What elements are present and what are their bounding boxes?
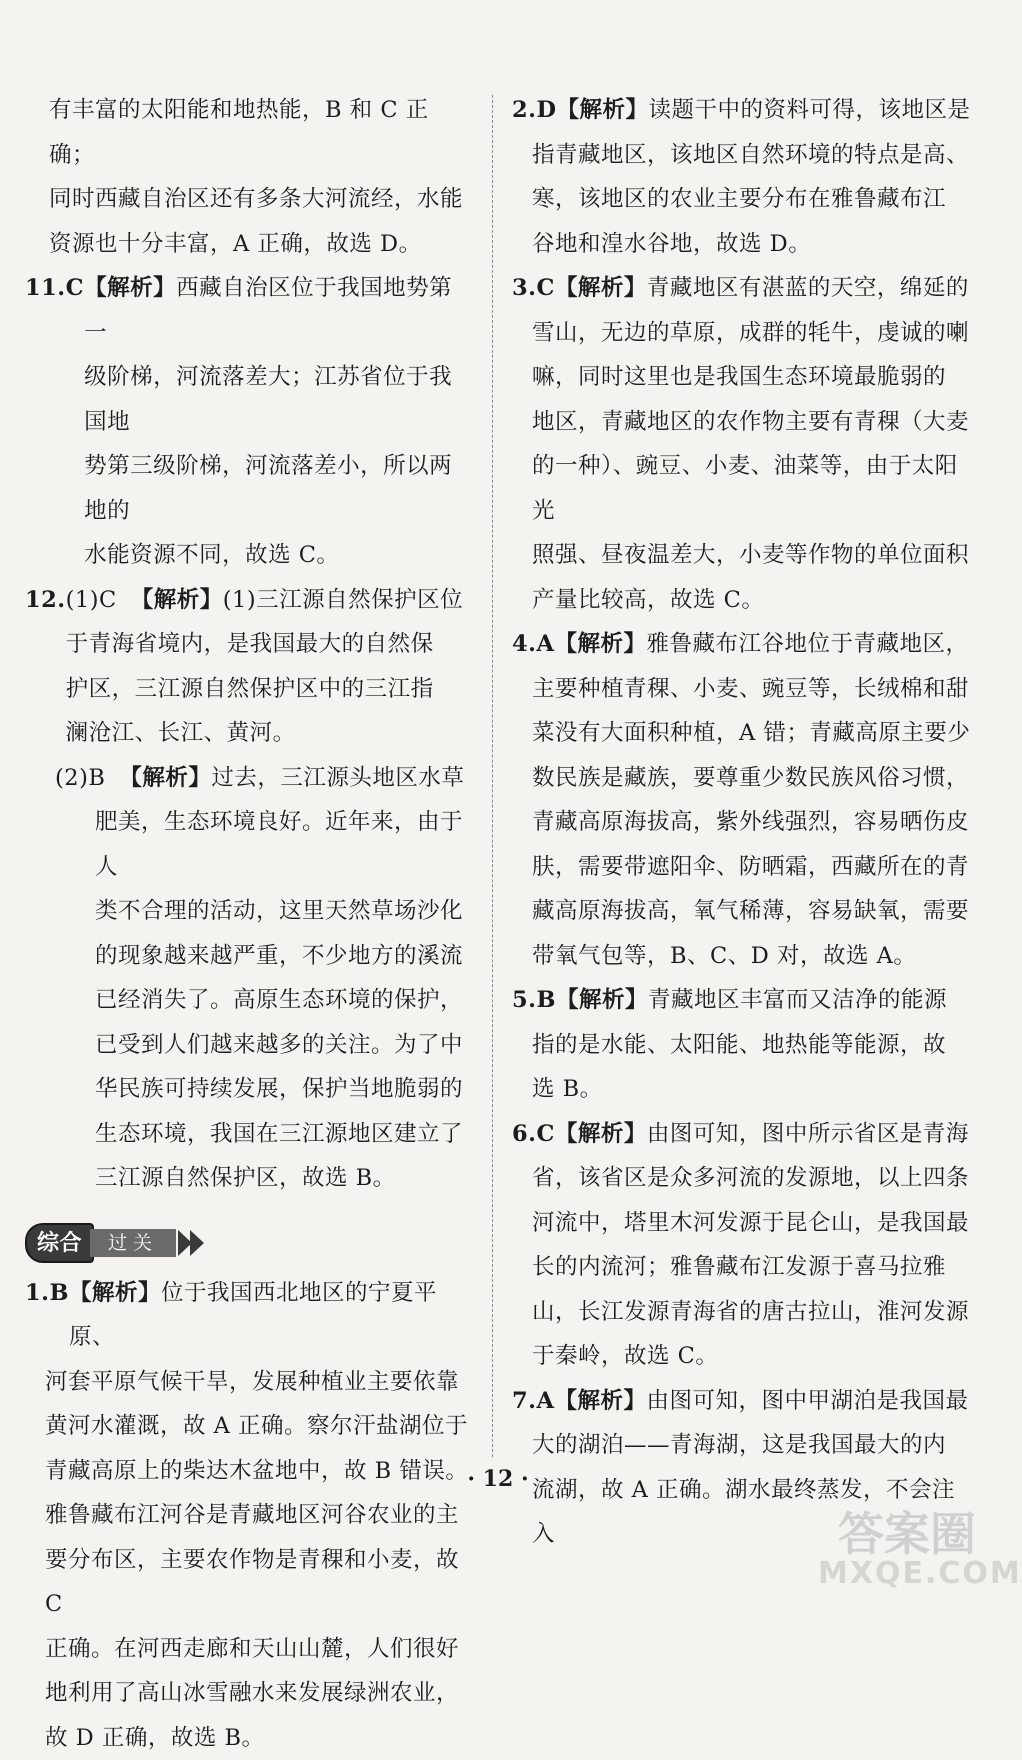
answer-3-cont (512, 311, 977, 623)
answer-body (66, 578, 473, 756)
answer-number: 3.C (512, 266, 555, 311)
answer-1 (25, 1271, 473, 1360)
answer-12-part-2 (25, 756, 473, 801)
sub-answer-number: (2)B (55, 756, 105, 801)
text-line: 黄河水灌溉，故 A 正确。察尔汗盐湖位于 (45, 1404, 473, 1449)
analysis-tag: 【解析】 (554, 1388, 646, 1414)
text-line: 资源也十分丰富，A 正确，故选 D。 (25, 222, 473, 267)
text-line: 菜没有大面积种植，A 错；青藏高原主要少 (532, 711, 977, 756)
answer-number: 5.B (512, 978, 556, 1023)
answer-number: 1.B (25, 1271, 69, 1316)
answer-number: 6.C (512, 1112, 555, 1157)
section-title: 综合 (25, 1223, 94, 1263)
text-line: 雅鲁藏布江谷地位于青藏地区， (646, 631, 968, 657)
text-line: 类不合理的活动，这里天然草场沙化 (95, 889, 473, 934)
text-line: 雅鲁藏布江河谷是青藏地区河谷农业的主 (45, 1493, 473, 1538)
text-line: 同时西藏自治区还有多条大河流经，水能 (25, 177, 473, 222)
text-line: 雪山，无边的草原，成群的牦牛，虔诚的喇 (532, 311, 977, 356)
section-subtitle: 过关 (90, 1229, 176, 1257)
text-line: 的现象越来越严重，不少地方的溪流 (95, 934, 473, 979)
text-line: 寒，该地区的农业主要分布在雅鲁藏布江 (532, 177, 977, 222)
sub-answer-1 (66, 578, 473, 623)
analysis-tag: 【解析】 (131, 587, 223, 613)
analysis-tag: 【解析】 (555, 1121, 647, 1147)
text-line: 要分布区，主要农作物是青稞和小麦，故 C (45, 1538, 473, 1627)
analysis-tag: 【解析】 (69, 1280, 161, 1306)
watermark-logo: 答案圈 (838, 1498, 976, 1564)
answer-6 (512, 1112, 977, 1157)
text-line: 青藏高原海拔高，紫外线强烈，容易晒伤皮 (532, 800, 977, 845)
answer-body (69, 1271, 473, 1360)
analysis-tag: 【解析】 (119, 765, 211, 791)
right-column (512, 88, 977, 1557)
page-number: · 12 · (0, 1466, 996, 1492)
answer-number: 4.A (512, 622, 554, 667)
answer-6-cont (512, 1156, 977, 1379)
text-line: 产量比较高，故选 C。 (532, 578, 977, 623)
text-line: 青藏地区有湛蓝的天空，绵延的 (647, 275, 969, 301)
answer-2-cont (512, 133, 977, 267)
text-line: 指青藏地区，该地区自然环境的特点是高、 (532, 133, 977, 178)
analysis-tag: 【解析】 (556, 987, 648, 1013)
text-line: 生态环境，我国在三江源地区建立了 (95, 1112, 473, 1157)
text-line: 级阶梯，河流落差大；江苏省位于我国地 (84, 355, 473, 444)
answer-3 (512, 266, 977, 311)
answer-number: 7.A (512, 1379, 554, 1424)
answer-2 (512, 88, 977, 133)
arrow-icon (190, 1230, 204, 1256)
analysis-tag: 【解析】 (557, 97, 649, 123)
text-line: 长的内流河；雅鲁藏布江发源于喜马拉雅 (532, 1245, 977, 1290)
answer-7 (512, 1379, 977, 1424)
text-line: 水能资源不同，故选 C。 (84, 533, 473, 578)
text-line: 指的是水能、太阳能、地热能等能源，故 (532, 1023, 977, 1068)
answer-5 (512, 978, 977, 1023)
text-line: 已经消失了。高原生态环境的保护， (95, 978, 473, 1023)
text-line: 数民族是藏族，要尊重少数民族风俗习惯， (532, 756, 977, 801)
answer-11 (25, 266, 473, 578)
column-divider (492, 95, 493, 1457)
text-line: 嘛，同时这里也是我国生态环境最脆弱的 (532, 355, 977, 400)
watermark-text: MXQE.COM (818, 1556, 988, 1591)
text-line: 谷地和湟水谷地，故选 D。 (532, 222, 977, 267)
text-line: 过去，三江源头地区水草 (211, 765, 464, 791)
text-line: 肤，需要带遮阳伞、防晒霜，西藏所在的青 (532, 845, 977, 890)
answer-4-cont (512, 667, 977, 979)
watermark (818, 1498, 988, 1596)
text-line: 带氧气包等，B、C、D 对，故选 A。 (532, 934, 977, 979)
text-line: 于青海省境内，是我国最大的自然保 (66, 622, 473, 667)
analysis-tag: 【解析】 (555, 275, 647, 301)
left-column (25, 88, 473, 1760)
text-line: 正确。在河西走廊和天山山麓，人们很好 (45, 1627, 473, 1672)
answer-body (119, 756, 473, 801)
answer-4 (512, 622, 977, 667)
text-line: 有丰富的太阳能和地热能，B 和 C 正确； (25, 88, 473, 177)
text-line: 流湖，故 A 正确。湖水最终蒸发，不会注入 (532, 1468, 977, 1557)
text-line: (1)三江源自然保护区位 (223, 587, 463, 613)
answer-number: 12. (25, 578, 66, 623)
answer-body (84, 266, 473, 578)
text-line: 于秦岭，故选 C。 (532, 1334, 977, 1379)
answer-number: 2.D (512, 88, 557, 133)
continued-answer (25, 88, 473, 266)
text-line: 地区，青藏地区的农作物主要有青稞（大麦 (532, 400, 977, 445)
analysis-tag: 【解析】 (84, 275, 176, 301)
text-line: 势第三级阶梯，河流落差小，所以两地的 (84, 444, 473, 533)
text-line: 主要种植青稞、小麦、豌豆等，长绒棉和甜 (532, 667, 977, 712)
text-line: 藏高原海拔高，氧气稀薄，容易缺氧，需要 (532, 889, 977, 934)
text-line: 已受到人们越来越多的关注。为了中 (95, 1023, 473, 1068)
text-line: 河流中，塔里木河发源于昆仑山，是我国最 (532, 1201, 977, 1246)
text-line: 由图可知，图中甲湖泊是我国最 (646, 1388, 968, 1414)
text-line: 澜沧江、长江、黄河。 (66, 711, 473, 756)
text-line: 选 B。 (532, 1067, 977, 1112)
text-line: 由图可知，图中所示省区是青海 (647, 1121, 969, 1147)
text-line: 青藏地区丰富而又洁净的能源 (648, 987, 947, 1013)
text-line: 护区，三江源自然保护区中的三江指 (66, 667, 473, 712)
answer-12-part-2-cont (25, 800, 473, 1201)
text-line: 河套平原气候干旱，发展种植业主要依靠 (45, 1360, 473, 1405)
answer-1-cont (25, 1360, 473, 1760)
text-line: 大的湖泊——青海湖，这是我国最大的内 (532, 1423, 977, 1468)
answer-number: 11.C (25, 266, 84, 311)
answer-5-cont (512, 1023, 977, 1112)
text-line: 省，该省区是众多河流的发源地，以上四条 (532, 1156, 977, 1201)
analysis-tag: 【解析】 (554, 631, 646, 657)
sub-answer-number: (1)C (66, 578, 117, 623)
text-line: 青藏高原上的柴达木盆地中，故 B 错误。 (45, 1449, 473, 1494)
text-line: 西藏自治区位于我国地势第一 (84, 275, 452, 346)
text-line: 故 D 正确，故选 B。 (45, 1716, 473, 1760)
text-line: 华民族可持续发展，保护当地脆弱的 (95, 1067, 473, 1112)
section-header (25, 1223, 473, 1263)
answer-12 (25, 578, 473, 756)
text-line: 照强、昼夜温差大，小麦等作物的单位面积 (532, 533, 977, 578)
text-line: 读题干中的资料可得，该地区是 (649, 97, 971, 123)
text-line: 山，长江发源青海省的唐古拉山，淮河发源 (532, 1290, 977, 1335)
text-line: 三江源自然保护区，故选 B。 (95, 1156, 473, 1201)
text-line: 肥美，生态环境良好。近年来，由于人 (95, 800, 473, 889)
text-line: 地利用了高山冰雪融水来发展绿洲农业， (45, 1671, 473, 1716)
text-line: 的一种）、豌豆、小麦、油菜等，由于太阳光 (532, 444, 977, 533)
text-line: 位于我国西北地区的宁夏平原、 (69, 1280, 437, 1351)
